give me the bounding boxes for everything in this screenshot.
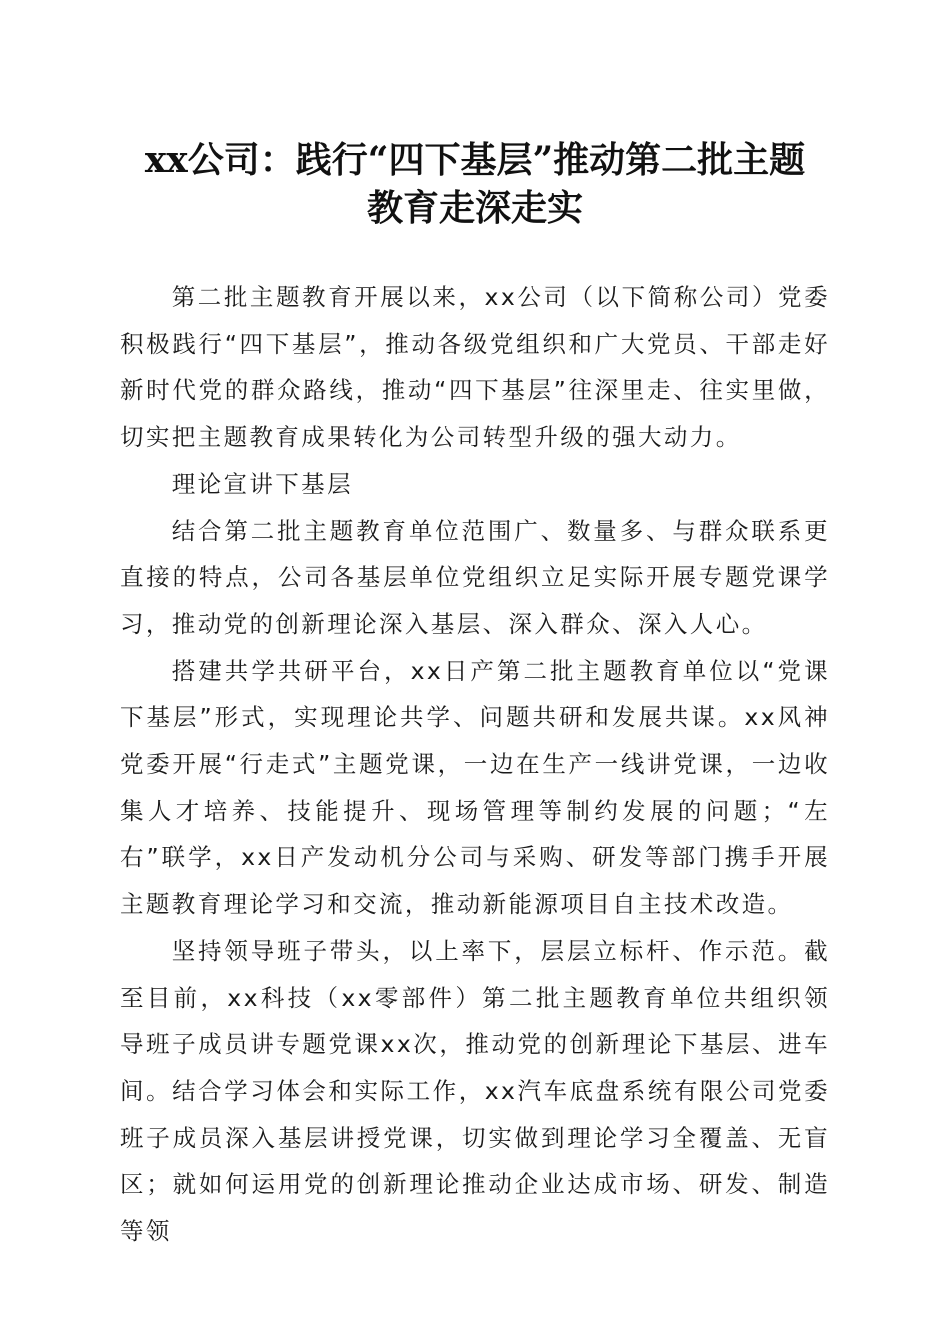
paragraph-leadership: 坚持领导班子带头，以上率下，层层立标杆、作示范。截至目前，xx科技（xx零部件）第二批主题教育单位共组织领导班子成员讲专题党课xx次，推动党的创新理论下基层、进车间。结合学习体会和实际工作，xx汽车底盘系统有限公司党委班子成员深入基层讲授党课，切实做到理论学习全覆盖、无盲区；就如何运用党的创新理论推动企业达成市场、研发、制造等领	[120, 936, 830, 1246]
document-title-line-2: 教育走深走实	[366, 187, 583, 229]
document-title-line-1: xx公司：践行“四下基层”推动第二批主题	[144, 139, 806, 181]
document-body	[120, 274, 830, 1255]
paragraph-overview: 结合第二批主题教育单位范围广、数量多、与群众联系更直接的特点，公司各基层单位党组织立足实际开展专题党课学习，推动党的创新理论深入基层、深入群众、深入人心。	[120, 516, 830, 638]
paragraph-intro: 第二批主题教育开展以来，xx公司（以下简称公司）党委积极践行“四下基层”，推动各级党组织和广大党员、干部走好新时代党的群众路线，推动“四下基层”往深里走、往实里做，切实把主题教育成果转化为公司转型升级的强大动力。	[120, 283, 830, 452]
section-heading: 理论宣讲下基层	[171, 469, 353, 498]
paragraph-platform: 搭建共学共研平台，xx日产第二批主题教育单位以“党课下基层”形式，实现理论共学、问题共研和发展共谋。xx风神党委开展“行走式”主题党课，一边在生产一线讲党课，一边收集人才培养、技能提升、现场管理等制约发展的问题；“左右”联学，xx日产发动机分公司与采购、研发等部门携手开展主题教育理论学习和交流，推动新能源项目自主技术改造。	[120, 656, 830, 919]
